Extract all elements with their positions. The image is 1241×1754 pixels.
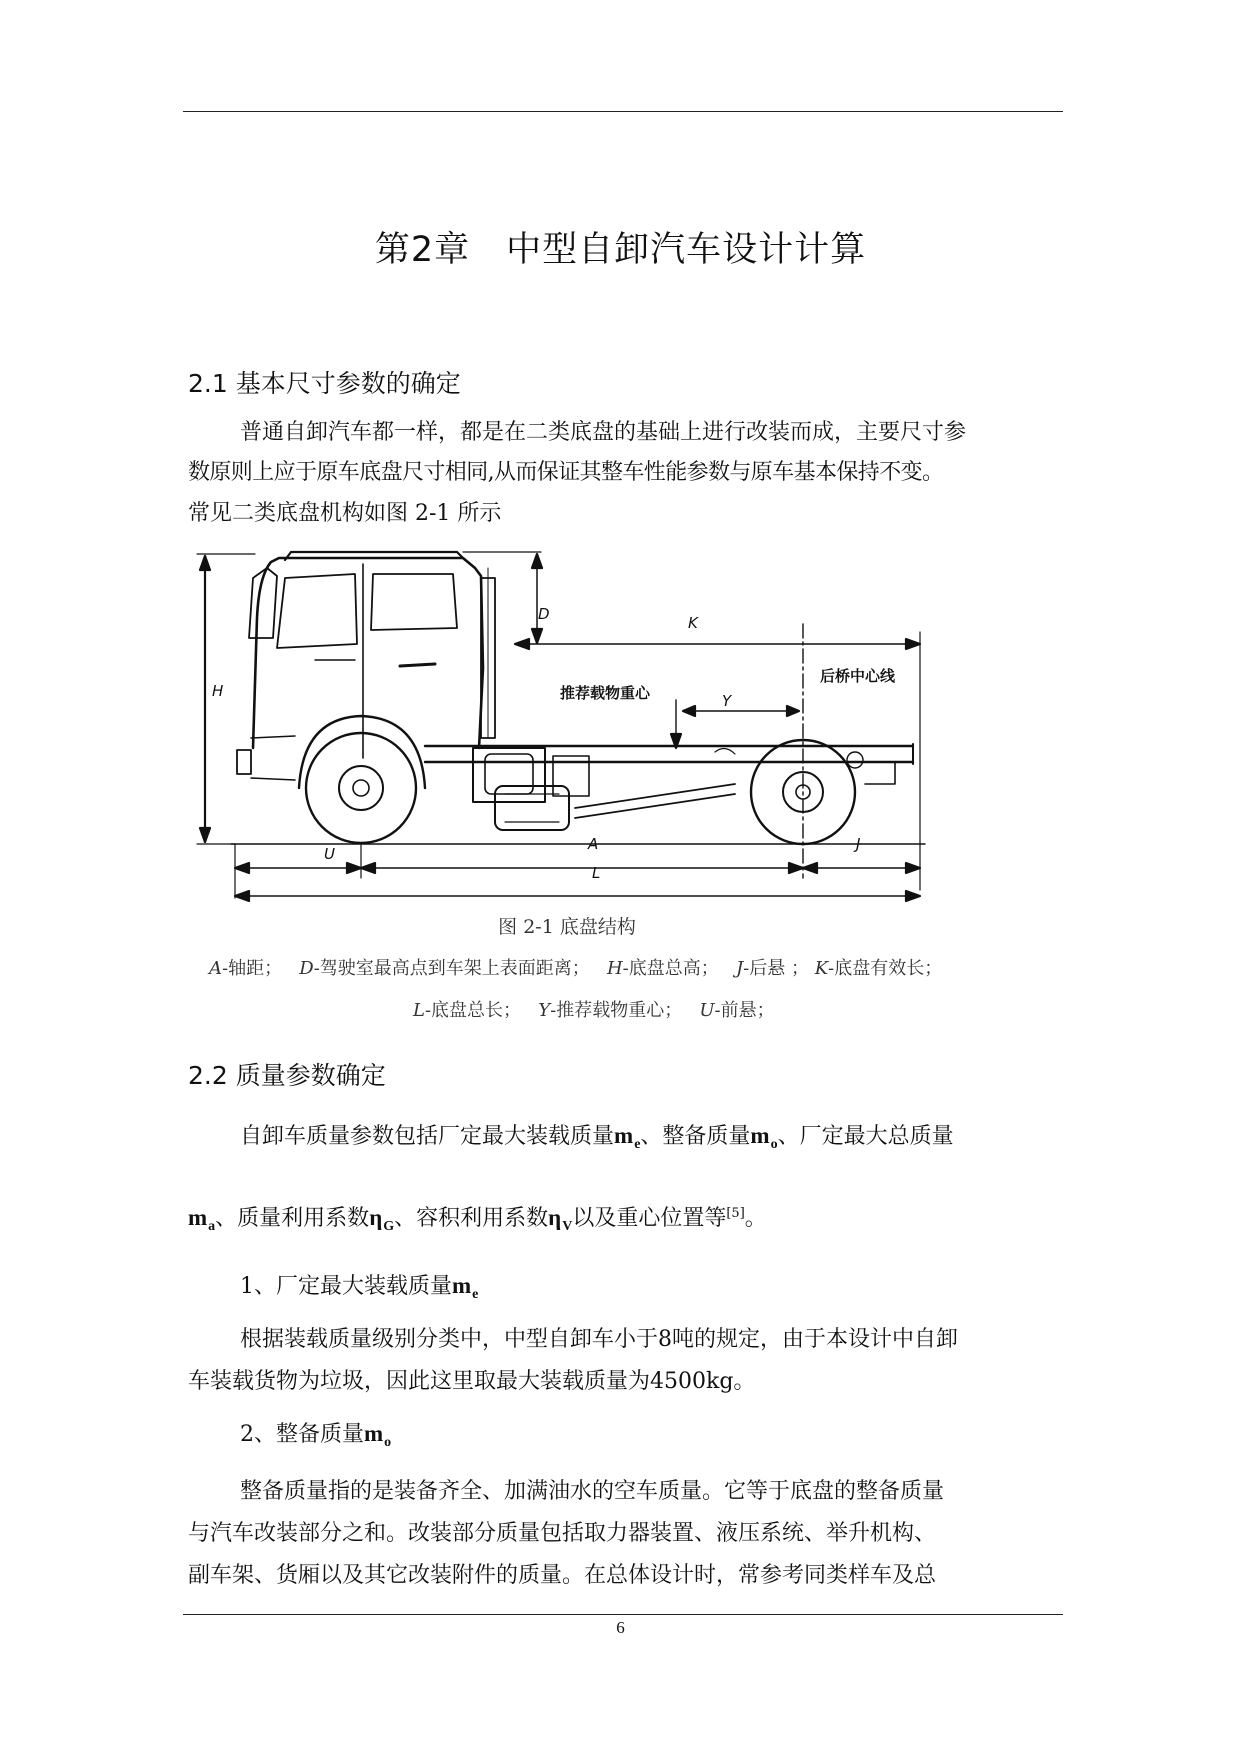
list-item-2 <box>240 1414 391 1463</box>
figure-label-h: H <box>212 682 224 700</box>
figure-label-rear-axle: 后桥中心线 <box>820 667 896 685</box>
figure-label-l: L <box>592 864 601 882</box>
symbol-eta-v <box>548 1205 573 1234</box>
symbol-subscript: V <box>562 1219 573 1234</box>
paragraph-line <box>240 1116 954 1165</box>
footer-rule <box>183 1614 1063 1615</box>
paragraph-line: 根据装载质量级别分类中，中型自卸车小于8吨的规定，由于本设计中自卸 <box>240 1327 958 1352</box>
legend-symbol: H <box>606 958 623 979</box>
symbol-base: m <box>188 1205 208 1230</box>
legend-text: -后悬 ； <box>743 958 809 979</box>
symbol-m-e <box>452 1273 479 1302</box>
symbol-subscript: G <box>383 1219 395 1234</box>
section-heading-2-2: 2.2 质量参数确定 <box>188 1061 386 1090</box>
paragraph-line: 常见二类底盘机构如图 2-1 所示 <box>188 501 502 526</box>
header-rule <box>183 111 1063 112</box>
chapter-title: 第2章 中型自卸汽车设计计算 <box>374 230 867 270</box>
figure-label-d: D <box>538 605 550 623</box>
legend-symbol: A <box>209 958 222 979</box>
figure-label-j: J <box>856 835 861 853</box>
legend-symbol: J <box>735 958 744 979</box>
symbol-subscript: o <box>384 1435 392 1450</box>
symbol-base: m <box>614 1123 634 1148</box>
paragraph-line <box>188 1194 767 1247</box>
text-run: 以及重心位置等 <box>572 1206 727 1231</box>
legend-text: -底盘总长； <box>424 1000 522 1021</box>
legend-symbol: D <box>299 958 314 979</box>
legend-text: -驾驶室最高点到车架上表面距离； <box>313 958 590 979</box>
symbol-subscript: e <box>634 1137 641 1152</box>
legend-text: -底盘有效长； <box>828 958 943 979</box>
legend-symbol: K <box>814 958 829 979</box>
symbol-m-o <box>364 1421 392 1450</box>
figure-label-k: K <box>688 614 698 632</box>
figure-legend-line2 <box>413 996 775 1022</box>
legend-symbol: Y <box>538 1000 551 1021</box>
page-number: 6 <box>616 1618 625 1637</box>
symbol-base: m <box>364 1421 384 1446</box>
symbol-subscript: o <box>770 1137 778 1152</box>
paragraph-line: 整备质量指的是装备齐全、加满油水的空车质量。它等于底盘的整备质量 <box>240 1479 945 1504</box>
text-run: 、整备质量 <box>640 1124 751 1149</box>
item-label: 2、整备质量 <box>240 1422 364 1447</box>
symbol-subscript: e <box>472 1287 479 1302</box>
text-run: 自卸车质量参数包括厂定最大装载质量 <box>240 1124 615 1149</box>
paragraph-line: 与汽车改装部分之和。改装部分质量包括取力器装置、液压系统、举升机构、 <box>188 1521 937 1546</box>
paragraph-line: 普通自卸汽车都一样，都是在二类底盘的基础上进行改装而成，主要尺寸参 <box>240 420 967 445</box>
legend-text: -前悬； <box>714 1000 775 1021</box>
paragraph-line: 数原则上应于原车底盘尺寸相同,从而保证其整车性能参数与原车基本保持不变。 <box>188 460 944 485</box>
symbol-base: m <box>452 1273 472 1298</box>
legend-text: -推荐载物重心； <box>550 1000 683 1021</box>
figure-label-u: U <box>324 845 335 863</box>
symbol-m-e <box>614 1123 641 1152</box>
text-run: 、容积利用系数 <box>394 1206 549 1231</box>
section-heading-2-1: 2.1 基本尺寸参数的确定 <box>188 369 461 398</box>
symbol-subscript: a <box>208 1219 216 1234</box>
symbol-base: η <box>369 1205 383 1230</box>
list-item-1 <box>240 1266 478 1315</box>
symbol-m-a <box>188 1205 216 1234</box>
figure-caption: 图 2-1 底盘结构 <box>498 916 636 938</box>
item-label: 1、厂定最大装载质量 <box>240 1274 452 1299</box>
chassis-figure <box>195 548 935 906</box>
symbol-base: m <box>750 1123 770 1148</box>
legend-symbol: L <box>413 1000 425 1021</box>
figure-label-a: A <box>588 835 599 853</box>
figure-label-center-of-mass: 推荐载物重心 <box>560 684 651 702</box>
legend-text: -轴距； <box>222 958 283 979</box>
citation-ref: [5] <box>726 1206 745 1221</box>
paragraph-line: 副车架、货厢以及其它改装附件的质量。在总体设计时，常参考同类样车及总 <box>188 1563 937 1588</box>
paragraph-line: 车装载货物为垃圾，因此这里取最大装载质量为4500kg。 <box>188 1369 756 1394</box>
legend-text: -底盘总高； <box>622 958 719 979</box>
symbol-m-o <box>750 1123 778 1152</box>
legend-symbol: U <box>699 1000 715 1021</box>
text-run: 、厂定最大总质量 <box>777 1124 954 1149</box>
figure-legend-line1 <box>209 954 942 980</box>
text-run: 。 <box>744 1206 767 1231</box>
figure-label-y: Y <box>722 692 732 710</box>
text-run: 、质量利用系数 <box>215 1206 370 1231</box>
symbol-eta-g <box>369 1205 395 1234</box>
symbol-base: η <box>548 1205 562 1230</box>
